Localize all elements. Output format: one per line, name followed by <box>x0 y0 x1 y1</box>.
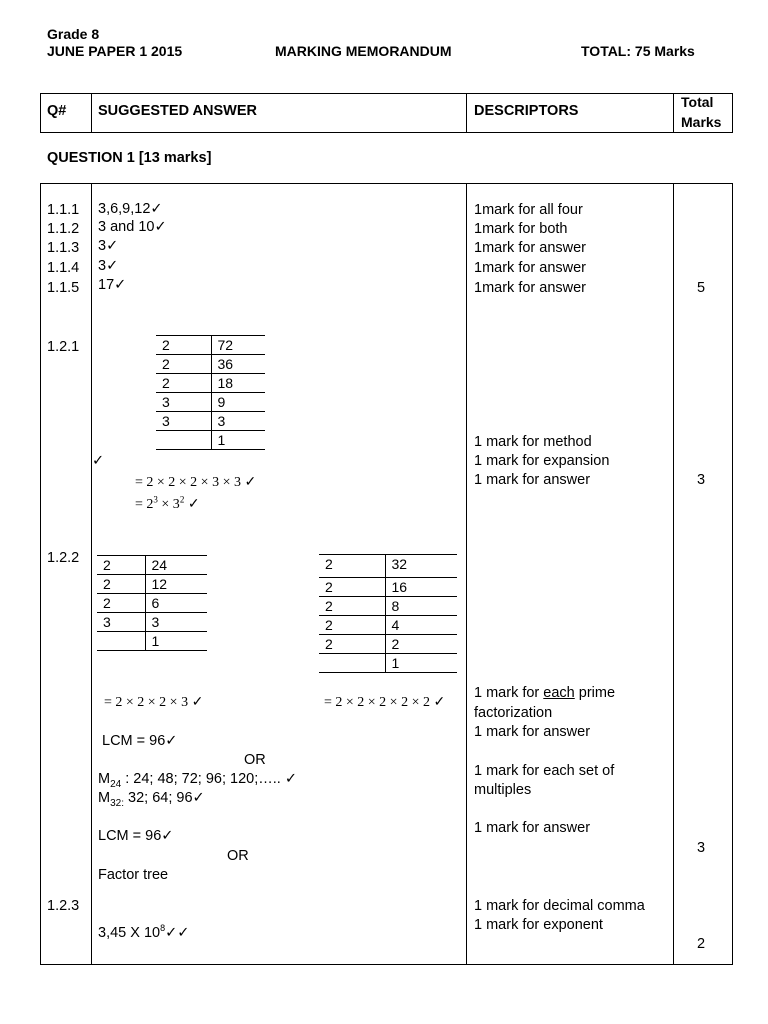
expansion-expr-32: = 2 × 2 × 2 × 2 × 2 ✓ <box>324 695 446 710</box>
lcm-answer: LCM = 96✓ <box>98 828 174 844</box>
descriptor-text: 1 mark for answer <box>474 820 591 836</box>
factor-table-72: 2 72 2 36 2 18 3 9 3 3 1 <box>156 335 265 450</box>
check-icon: ✓ <box>161 828 174 844</box>
descriptor-text: 1 mark for expansion <box>474 453 610 469</box>
total-marks-value: 3 <box>697 472 706 488</box>
total-marks-value: 5 <box>697 280 706 296</box>
scientific-notation-answer: 3,45 X $10^8✓✓$ <box>98 923 190 941</box>
grade-label: Grade 8 <box>47 26 100 42</box>
total-marks-value: 3 <box>697 840 706 856</box>
descriptor-text: 1 mark for answer <box>474 724 591 740</box>
answer-text: 17✓ <box>98 277 127 293</box>
col-header-descriptors: DESCRIPTORS <box>474 103 579 119</box>
descriptor-text: 1mark for all four <box>474 202 583 218</box>
check-icon: ✓ <box>284 771 298 787</box>
check-icon: ✓ <box>92 453 105 469</box>
column-divider <box>91 93 92 133</box>
factor-table-32: 2 32 2 16 2 8 2 4 2 2 1 <box>319 554 457 673</box>
or-separator: OR <box>244 752 266 768</box>
check-icon: ✓ <box>165 733 178 749</box>
page-title: MARKING MEMORANDUM <box>275 43 452 59</box>
check-icon: ✓ <box>192 790 205 806</box>
descriptor-text: 1 mark for method <box>474 434 592 450</box>
total-marks-label: TOTAL: 75 Marks <box>581 43 695 59</box>
check-icon: ✓ <box>106 258 119 274</box>
multiples-32: $M_{32:}$ 32; 64; 96✓ <box>98 790 205 809</box>
descriptor-text: 1 mark for exponent <box>474 917 603 933</box>
answer-text: 3 and 10✓ <box>98 219 167 235</box>
descriptor-text: 1 mark for each set of <box>474 763 615 779</box>
check-icon: ✓ <box>244 475 257 490</box>
col-header-q: Q# <box>47 103 67 119</box>
check-icon: ✓ <box>433 695 446 710</box>
descriptor-text: 1 mark for each prime <box>474 685 616 701</box>
q-number: 1.2.1 <box>47 339 80 355</box>
column-divider <box>673 93 674 133</box>
check-icon: ✓ <box>106 238 119 254</box>
answer-text: 3✓ <box>98 238 119 254</box>
or-separator: OR <box>227 848 249 864</box>
descriptor-text: 1mark for answer <box>474 240 587 256</box>
check-icon: ✓ <box>150 201 163 217</box>
descriptor-text: 1 mark for answer <box>474 472 591 488</box>
question-heading: QUESTION 1 [13 marks] <box>47 150 212 166</box>
q-number: 1.2.2 <box>47 550 80 566</box>
descriptor-text: factorization <box>474 705 553 721</box>
power-expr: = $2^3 \times 3^2$ ✓ <box>135 494 200 512</box>
lcm-answer: LCM = 96✓ <box>102 733 178 749</box>
col-header-answer: SUGGESTED ANSWER <box>98 103 257 119</box>
q-number: 1.1.3 <box>47 240 80 256</box>
descriptor-text: 1mark for answer <box>474 280 587 296</box>
q-number: 1.1.1 <box>47 202 80 218</box>
descriptor-text: 1 mark for decimal comma <box>474 898 645 914</box>
column-divider <box>673 183 674 965</box>
multiples-24: $M_{24}$ : 24; 48; 72; 96; 120;….. ✓ <box>98 771 298 790</box>
check-icon: ✓ <box>154 219 167 235</box>
q-number: 1.1.4 <box>47 260 80 276</box>
column-divider <box>466 183 467 965</box>
col-header-total-1: Total <box>681 94 714 110</box>
column-divider <box>466 93 467 133</box>
check-icon: ✓ <box>165 925 178 941</box>
answer-text: 3,6,9,12✓ <box>98 201 163 217</box>
check-icon: ✓ <box>191 695 204 710</box>
column-divider <box>91 183 92 965</box>
check-icon: ✓ <box>114 277 127 293</box>
factor-table-24: 2 24 2 12 2 6 3 3 1 <box>97 555 207 651</box>
total-marks-value: 2 <box>697 936 706 952</box>
descriptor-text: multiples <box>474 782 532 798</box>
q-number: 1.1.2 <box>47 221 80 237</box>
check-icon: ✓ <box>187 497 200 512</box>
expansion-expr-24: = 2 × 2 × 2 × 3 ✓ <box>104 695 204 710</box>
expansion-expr: = 2 × 2 × 2 × 3 × 3 ✓ <box>135 475 257 490</box>
check-icon: ✓ <box>177 925 190 941</box>
q-number: 1.1.5 <box>47 280 80 296</box>
q-number: 1.2.3 <box>47 898 80 914</box>
factor-tree-label: Factor tree <box>98 867 169 883</box>
descriptor-text: 1mark for answer <box>474 260 587 276</box>
col-header-total-2: Marks <box>681 114 722 130</box>
paper-label: JUNE PAPER 1 2015 <box>47 43 183 59</box>
descriptor-text: 1mark for both <box>474 221 568 237</box>
answer-text: 3✓ <box>98 258 119 274</box>
